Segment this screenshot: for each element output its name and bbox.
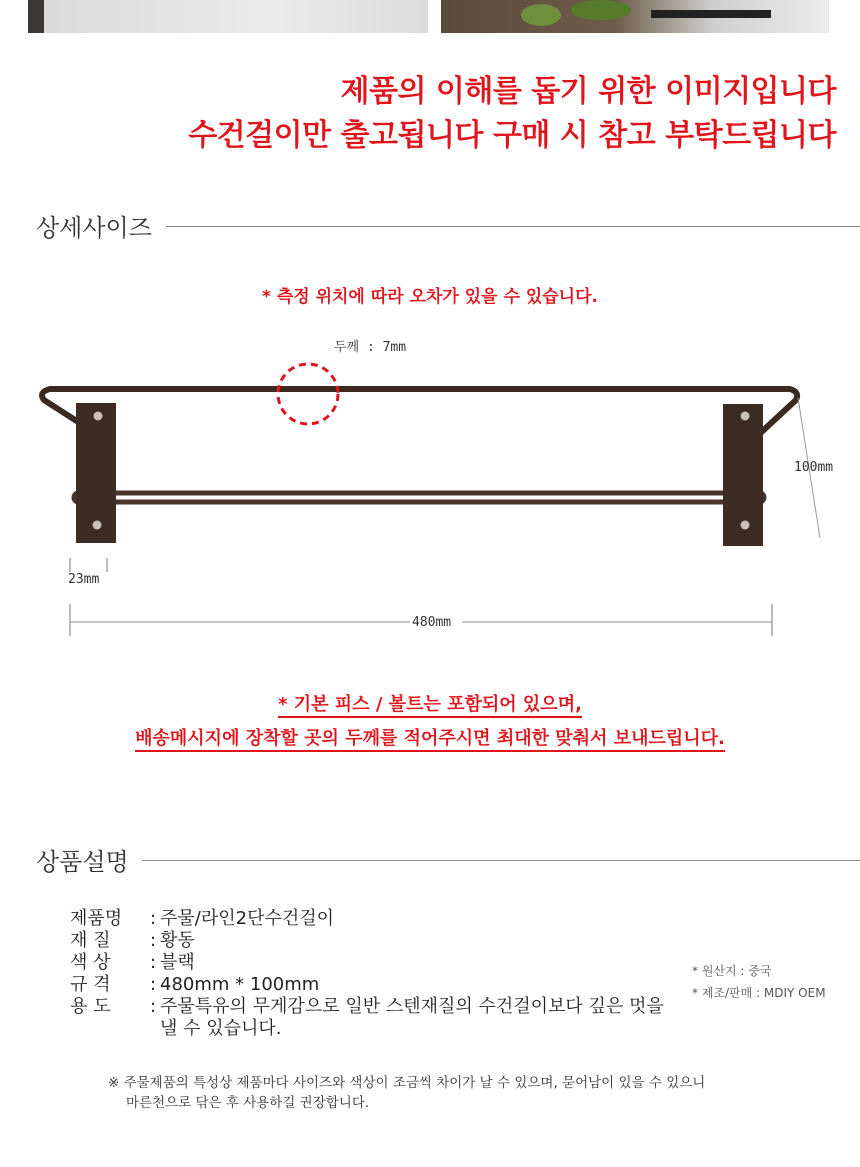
spec-key: 용 도 xyxy=(70,996,111,1017)
spec-row: 규 격 : 480mm * 100mm xyxy=(70,974,320,995)
spec-row: 용 도 : 주물특유의 무게감으로 일반 스텐재질의 수건걸이보다 깊은 멋을 xyxy=(70,996,664,1017)
thickness-marker xyxy=(278,364,338,424)
spec-key: 색 상 xyxy=(70,952,111,973)
measure-note: * 측정 위치에 따라 오차가 있을 수 있습니다. xyxy=(262,287,598,307)
origin-text: * 원산지 : 중국 xyxy=(692,964,772,978)
notice-line-2: 수건걸이만 출고됩니다 구매 시 참고 부탁드립니다 xyxy=(188,118,836,153)
image-notice xyxy=(188,70,836,158)
screw-hole xyxy=(94,412,103,421)
spec-key: 제품명 xyxy=(70,908,123,929)
spec-value: 480mm * 100mm xyxy=(160,974,320,995)
product-section-heading xyxy=(36,842,129,877)
top-rail xyxy=(50,389,797,438)
install-note-line-2: 배송메시지에 장착할 곳의 두께를 적어주시면 최대한 맞춰서 보내드립니다. xyxy=(135,728,725,752)
height-label: 100mm xyxy=(794,460,834,475)
spec-value: 황동 xyxy=(160,930,195,951)
spec-key: 규 격 xyxy=(70,974,111,995)
size-section-heading xyxy=(36,208,152,243)
screw-hole xyxy=(741,521,750,530)
spec-list xyxy=(70,908,664,1040)
spec-value: 주물/라인2단수건걸이 xyxy=(160,908,335,929)
bracket-width-label: 23mm xyxy=(68,572,100,587)
top-photo-strip xyxy=(0,0,860,34)
screw-hole xyxy=(741,412,750,421)
spec-value: 블랙 xyxy=(160,952,195,973)
install-note-line-1: * 기본 피스 / 볼트는 포함되어 있으며, xyxy=(278,694,582,718)
maker-text: * 제조/판매 : MDIY OEM xyxy=(692,986,826,1000)
thickness-label: 두께 : 7mm xyxy=(334,340,407,355)
product-section-title: 상품설명 xyxy=(36,848,129,876)
spec-key: 재 질 xyxy=(70,930,111,951)
spec-row: 제품명 : 주물/라인2단수건걸이 xyxy=(70,908,335,929)
section-divider xyxy=(142,860,860,861)
product-photo-left xyxy=(28,0,428,33)
notice-line-1: 제품의 이해를 돕기 위한 이미지입니다 xyxy=(340,74,836,109)
screw-hole xyxy=(93,521,102,530)
spec-row: 재 질 : 황동 xyxy=(70,930,195,951)
origin-info xyxy=(692,960,826,1004)
length-label: 480mm xyxy=(412,615,452,630)
footnote-line-2: 마른천으로 닦은 후 사용하길 권장합니다. xyxy=(126,1095,370,1111)
spec-value: 주물특유의 무게감으로 일반 스텐재질의 수건걸이보다 깊은 멋을 xyxy=(160,996,664,1017)
bottom-rail xyxy=(74,493,764,502)
product-photo-right xyxy=(441,0,829,33)
dimension-diagram xyxy=(0,320,860,650)
section-divider xyxy=(166,226,860,227)
care-footnote xyxy=(108,1073,705,1113)
install-note xyxy=(0,688,860,756)
spec-usage-continuation: 낼 수 있습니다. xyxy=(160,1018,282,1039)
towel-bar-drawing xyxy=(0,320,860,650)
footnote-line-1: ※ 주물제품의 특성상 제품마다 사이즈와 색상이 조금씩 차이가 날 수 있으며, 묻어남이 있을 수 있으니 xyxy=(108,1075,706,1091)
size-section-title: 상세사이즈 xyxy=(36,214,152,242)
spec-row: 색 상 : 블랙 xyxy=(70,952,195,973)
